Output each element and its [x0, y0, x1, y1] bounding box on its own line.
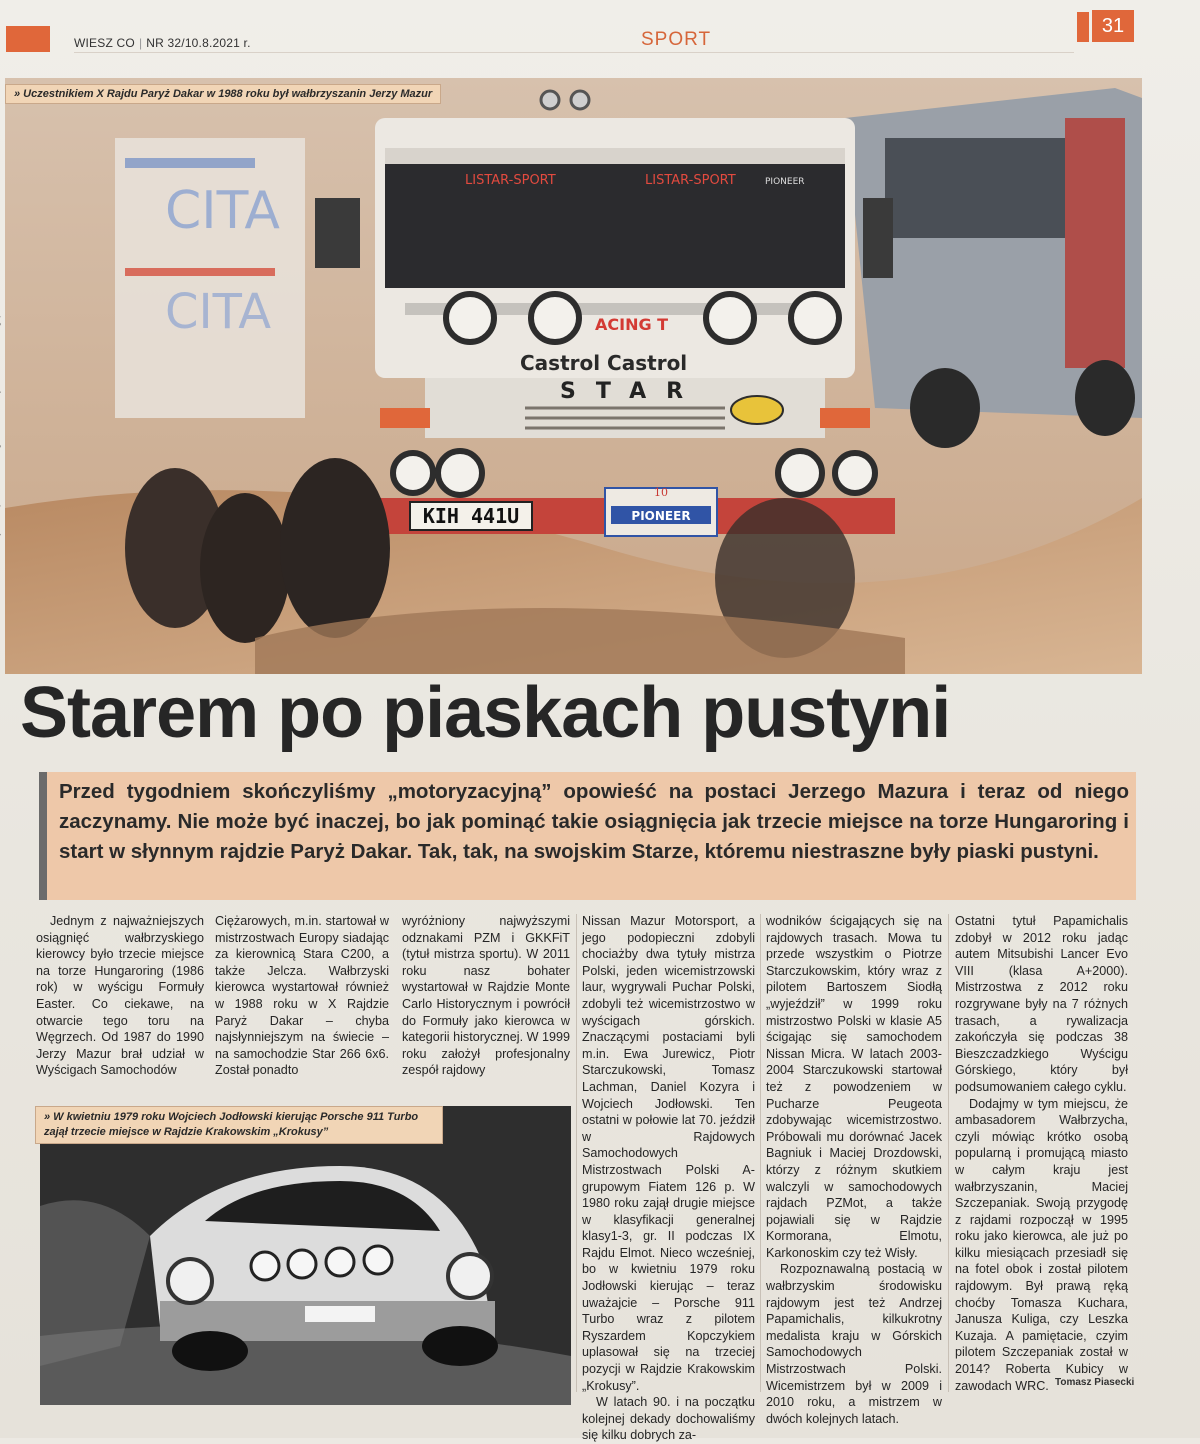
article-column-5	[766, 913, 942, 1427]
svg-text:CITA: CITA	[165, 181, 280, 241]
grille-text: STAR	[560, 379, 704, 404]
svg-text:LISTAR-SPORT: LISTAR-SPORT	[465, 173, 556, 188]
paragraph: Jednym z najważniejszych osiągnięć wałbrzyskiego kierowcy było trzecie miejsce na torze Hungaroring (1986 rok) w wyścigu Formuły Easter. Co ciekawe, na otwarcie tego toru na Węgrzech. Od 1987 do 1990 Jerzy Mazur brał udział w Wyścigach Samochodów	[36, 914, 204, 1078]
section-label: SPORT	[641, 29, 712, 50]
article-column-2	[215, 913, 389, 1079]
column-rule	[948, 914, 949, 1392]
paragraph: wyróżniony najwyższymi odznakami PZM i GKKFiT (tytuł mistrza sportu). W 2011 roku nasz bohater wystartował w Rajdzie Monte Carlo Historycznym i powrócił do Formuły jako kierowca w kategorii historycznej. W 1999 roku założył profesjonalny zespół rajdowy	[402, 914, 570, 1078]
article-column-4	[582, 913, 755, 1444]
svg-text:ACING T: ACING T	[595, 315, 669, 334]
article-column-6	[955, 913, 1128, 1394]
article-column-1	[36, 913, 204, 1079]
publication-name: WIESZ CO	[74, 36, 135, 50]
paragraph: wodników ścigających się na rajdowych trasach. Mowa tu przede wszystkim o Piotrze Starczukowskim, który wraz z pilotem Bartoszem Siodłą „wyjeździł” w 1999 roku mistrzostwo Polski w klasie A5 ścigając się samochodem Nissan Micra. W latach 2003-2004 Starczukowski startował też z powodzeniem w Pucharze Peugeota zdobywając wicemistrzostwo. Próbowali mu dorównać Jacek Bagniuk i Maciej Drozdowski, którzy z różnym skutkiem walczyli w samochodowych rajdach PZMot, a także pojawiali się w Rajdzie Kormorana, Elmotu, Karkonoskim czy też Wisły.	[766, 914, 942, 1260]
photo-top-caption: » Uczestnikiem X Rajdu Paryż Dakar w 1988 roku był wałbrzyszanin Jerzy Mazur	[5, 84, 441, 104]
issue-number: NR 32/10.8.2021 r.	[146, 36, 251, 50]
sponsor-plate: PIONEER	[631, 509, 691, 523]
svg-text:CITA: CITA	[165, 284, 272, 340]
svg-text:Castrol Castrol: Castrol Castrol	[520, 351, 688, 375]
truck-illustration	[5, 78, 1142, 674]
paragraph: Ciężarowych, m.in. startował w mistrzostwach Europy siadając za kierownicą Stara C200, a także Jelcza. Wałbrzyski kierowca wystartował również w 1988 roku w X Rajdzie Paryż Dakar – chyba najsłynniejszym na świecie – na samochodzie Star 266 6x6. Został ponadto	[215, 914, 389, 1078]
header-rule	[74, 52, 1074, 53]
headline: Starem po piaskach pustyni	[20, 673, 951, 753]
column-rule	[576, 914, 577, 1392]
paragraph: Nissan Mazur Motorsport, a jego podopieczni zdobyli chociażby dwa tytuły mistrza Polski, jeden wicemistrzowski laur, wygrywali Puchar Polski, zdobyli też wicemistrzostwo w wyścigach górskich. Znaczącymi postaciami byli m.in. Ewa Jurewicz, Piotr Starczukowski, Tomasz Lachman, Daniel Kozyra i Wojciech Jodłowski. Ten ostatni w połowie lat 70. jeździł w Rajdowych Samochodowych Mistrzostwach Polski A-grupowym Fiatem 126 p. W 1980 roku zajął drugie miejsce w klasyfikacji generalnej klasy1-3, gr. II podczas IX Rajdu Elmot. Nieco wcześniej, bo w kwietniu 1979 roku Jodłowski kierując – teraz uważajcie – Porsche 911 Turbo wraz z pilotem Ryszardem Kopczykiem uplasował się na trzeciej pozycji w Rajdzie Krakowskim „Krokusy”.	[582, 914, 755, 1393]
photo-bottom-caption: » W kwietniu 1979 roku Wojciech Jodłowski kierując Porsche 911 Turbo zajął trzecie miejsce w Rajdzie Krakowskim „Krokusy”	[35, 1106, 443, 1144]
lead-accent-bar	[39, 772, 47, 900]
race-number: 10	[654, 486, 668, 499]
paragraph: Ostatni tytuł Papamichalis zdobył w 2012 roku jadąc autem Mitsubishi Lancer Evo VIII (klasa A+2000). Mistrzostwa z 2012 roku rozgrywane były na 7 różnych trasach, a rywalizacja zakończyła się podczas 38 Bieszczadzkiego Wyścigu Górskiego, który był podsumowaniem całego cyklu.	[955, 914, 1128, 1094]
article-column-3	[402, 913, 570, 1079]
paragraph: Rozpoznawalną postacią w wałbrzyskim środowisku rajdowym jest też Andrzej Papamichalis, kilkukrotny medalista kraju w Górskich Samochodowych Mistrzostwach Polski. Wicemistrzem był w 2009 i 2010 roku, a mistrzem w dwóch kolejnych latach.	[766, 1262, 942, 1426]
page-number: 31	[1092, 10, 1134, 42]
paragraph: Dodajmy w tym miejscu, że ambasadorem Wałbrzycha, czyli mówiąc krótko osobą popularną i promującą miasto w całym kraju jest wałbrzyszanin, Maciej Szczepaniak. Swoją przygodę z rajdami rozpoczął w 1995 roku jako kierowca, ale już po kilku miesiącach przesiadł się na fotel obok i został pilotem rajdowym. Był prawą ręką choćby Tomasza Kuchara, Janusza Kuliga, czy Leszka Kuzaja. A pamiętacie, czyim pilotem Szczepaniak został w 2014? Roberta Kubicy w zawodach WRC.	[955, 1096, 1128, 1393]
lead-box	[39, 772, 1136, 900]
column-rule	[760, 914, 761, 1392]
header-meta: WIESZ CO | NR 32/10.8.2021 r.	[74, 36, 251, 50]
photo-porsche	[40, 1106, 571, 1405]
photo-credit	[0, 536, 12, 560]
lead-text: Przed tygodniem skończyliśmy „motoryzacyjną” opowieść na postaci Jerzego Mazura i teraz od niego zaczynamy. Nie może być inaczej, bo jak pominąć takie osiągnięcia jak trzecie miejsce na torze Hungaroring i start w słynnym rajdzie Paryż Dakar. Tak, tak, na swojskim Starze, któremu niestraszne były piaski pustyni.	[59, 780, 1129, 863]
paragraph: W latach 90. i na początku kolejnej dekady dochowaliśmy się kilku dobrych za-	[582, 1395, 755, 1443]
header-accent-right	[1077, 12, 1089, 42]
license-plate: KIH 441U	[422, 504, 520, 528]
svg-text:LISTAR-SPORT: LISTAR-SPORT	[645, 173, 736, 188]
header-accent-left	[6, 26, 50, 52]
svg-text:PIONEER: PIONEER	[765, 177, 805, 187]
author-byline: Tomasz Piasecki	[1055, 1377, 1135, 1388]
porsche-illustration	[40, 1106, 571, 1405]
photo-star-truck	[5, 78, 1142, 674]
